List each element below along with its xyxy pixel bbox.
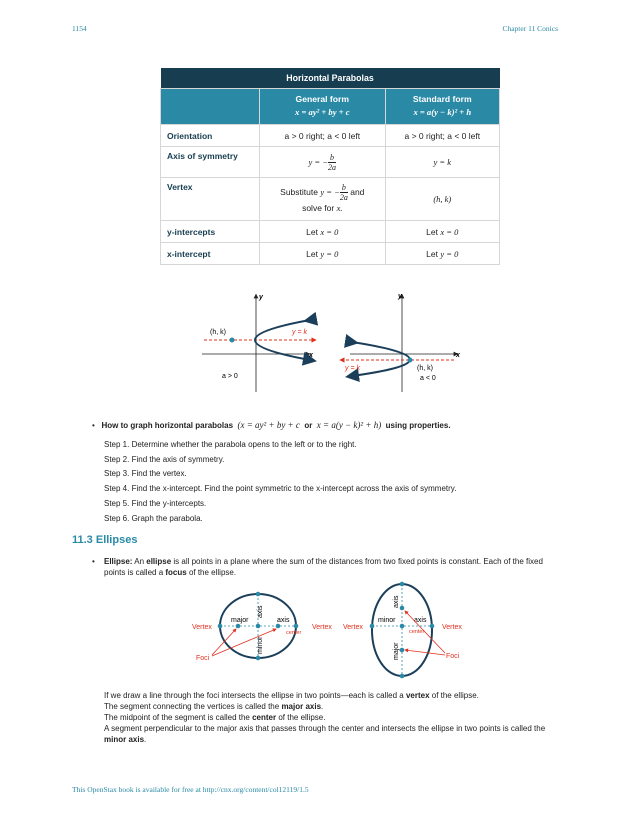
right-vertex-point [408,358,413,363]
right-vertex-point [400,674,405,679]
list-item: Step 3. Find the vertex. [104,469,187,479]
list-item: Step 1. Determine whether the parabola opens to the left or to the right. [104,440,357,449]
table-row: Orientation a > 0 right; a < 0 left a > 0 right; a < 0 left [161,125,500,147]
right-vertex-label: (h, k) [417,365,433,372]
table-row: Vertex Substitute y = − $\frac{b}{2a}$ and solve for x. (h, k) [161,178,500,221]
left-focus-point [236,624,241,629]
right-minor-endpoint [370,624,375,629]
left-vertex-label: (h, k) [210,329,226,336]
right-y-label: y [398,293,402,300]
left-y-label: y [259,294,263,301]
left-center-point [256,624,261,629]
right-minor-label: minor [378,617,396,624]
left-vertex-point [294,624,299,629]
left-cond-label: a > 0 [222,373,238,380]
left-vertex-label-l: Vertex [192,624,212,631]
left-axis-label: y = k [292,329,307,336]
page-number: 1154 [72,24,87,33]
right-center-point [400,624,405,629]
right-vertex-point [400,582,405,587]
left-major-label: major [231,617,249,624]
parabola-graphs [190,288,480,398]
right-major-label: major [393,642,400,660]
left-minor-label: minor [257,636,264,654]
right-parabola-curve [352,342,410,376]
left-minor-endpoint [256,656,261,661]
ellipse-figures [190,578,480,686]
right-focus-point [400,648,405,653]
table-title: Horizontal Parabolas [161,68,500,89]
general-form-header: General form x = ay² + by + c [260,89,386,125]
right-vertex-label-r: Vertex [442,624,462,631]
right-cond-label: a < 0 [420,375,436,382]
left-foci-label: Foci [196,655,210,662]
steps-list [104,438,456,526]
list-item: Step 6. Graph the parabola. [104,513,203,523]
list-item: Step 4. Find the x-intercept. Find the point symmetric to the x-intercept across the axis of symmetry. [104,484,457,494]
left-axis-vert-label: axis [257,605,264,618]
right-axis-vert-label: axis [393,595,400,608]
ellipse-definition: • Ellipse: An ellipse is all points in a plane where the sum of the distances from two fixed points is constant. Each of the fixed points is called a focus of the ellipse. [92,557,543,577]
right-foci-label: Foci [446,653,460,660]
left-focus-point [276,624,281,629]
right-axis-label: axis [414,617,427,624]
right-axis-label: y = k [345,365,360,372]
left-center-label: center [286,630,302,636]
right-center-label: center [409,629,425,635]
table-row: Axis of symmetry y = − $\frac{b}{2a}$ y = k [161,147,500,178]
list-item: Step 2. Find the axis of symmetry. [104,454,225,464]
table-row: x-intercept Let y = 0 Let y = 0 [161,243,500,265]
chapter-title: Chapter 11 Conics [502,24,558,33]
table-header-blank [161,89,260,125]
left-axis-label: axis [277,617,290,624]
left-x-label: x [309,352,313,359]
right-x-label: x [456,352,460,359]
ellipse-paragraph: If we draw a line through the foci intersects the ellipse in two points—each is called a vertex of the ellipse. The segment connecting the vertices is called the major axis. The midpoint of the segment is called the center of the ellipse. A segment perpendicular to the major axis that passes through the center and intersects the ellipse in two points is called the minor axis. [104,691,546,744]
table-row: y-intercepts Let x = 0 Let x = 0 [161,221,500,243]
right-focus-point [400,606,405,611]
footer-link[interactable]: This OpenStax book is available for free at http://cnx.org/content/col12119/1.5 [72,785,309,794]
howto-bullet: • How to graph horizontal parabolas (x = ay² + by + c or x = a(y − k)² + h) using properties. [92,420,451,430]
list-item: Step 5. Find the y-intercepts. [104,498,207,508]
left-vertex-label-r: Vertex [312,624,332,631]
left-vertex-point [230,338,235,343]
left-vertex-point [218,624,223,629]
right-minor-endpoint [430,624,435,629]
right-foci-arrow [405,650,445,655]
left-minor-endpoint [256,592,261,597]
right-vertex-label-l: Vertex [343,624,363,631]
section-title: 11.3 Ellipses [72,534,138,546]
horizontal-parabolas-table [160,68,500,265]
standard-form-header: Standard form x = a(y − k)² + h [385,89,499,125]
